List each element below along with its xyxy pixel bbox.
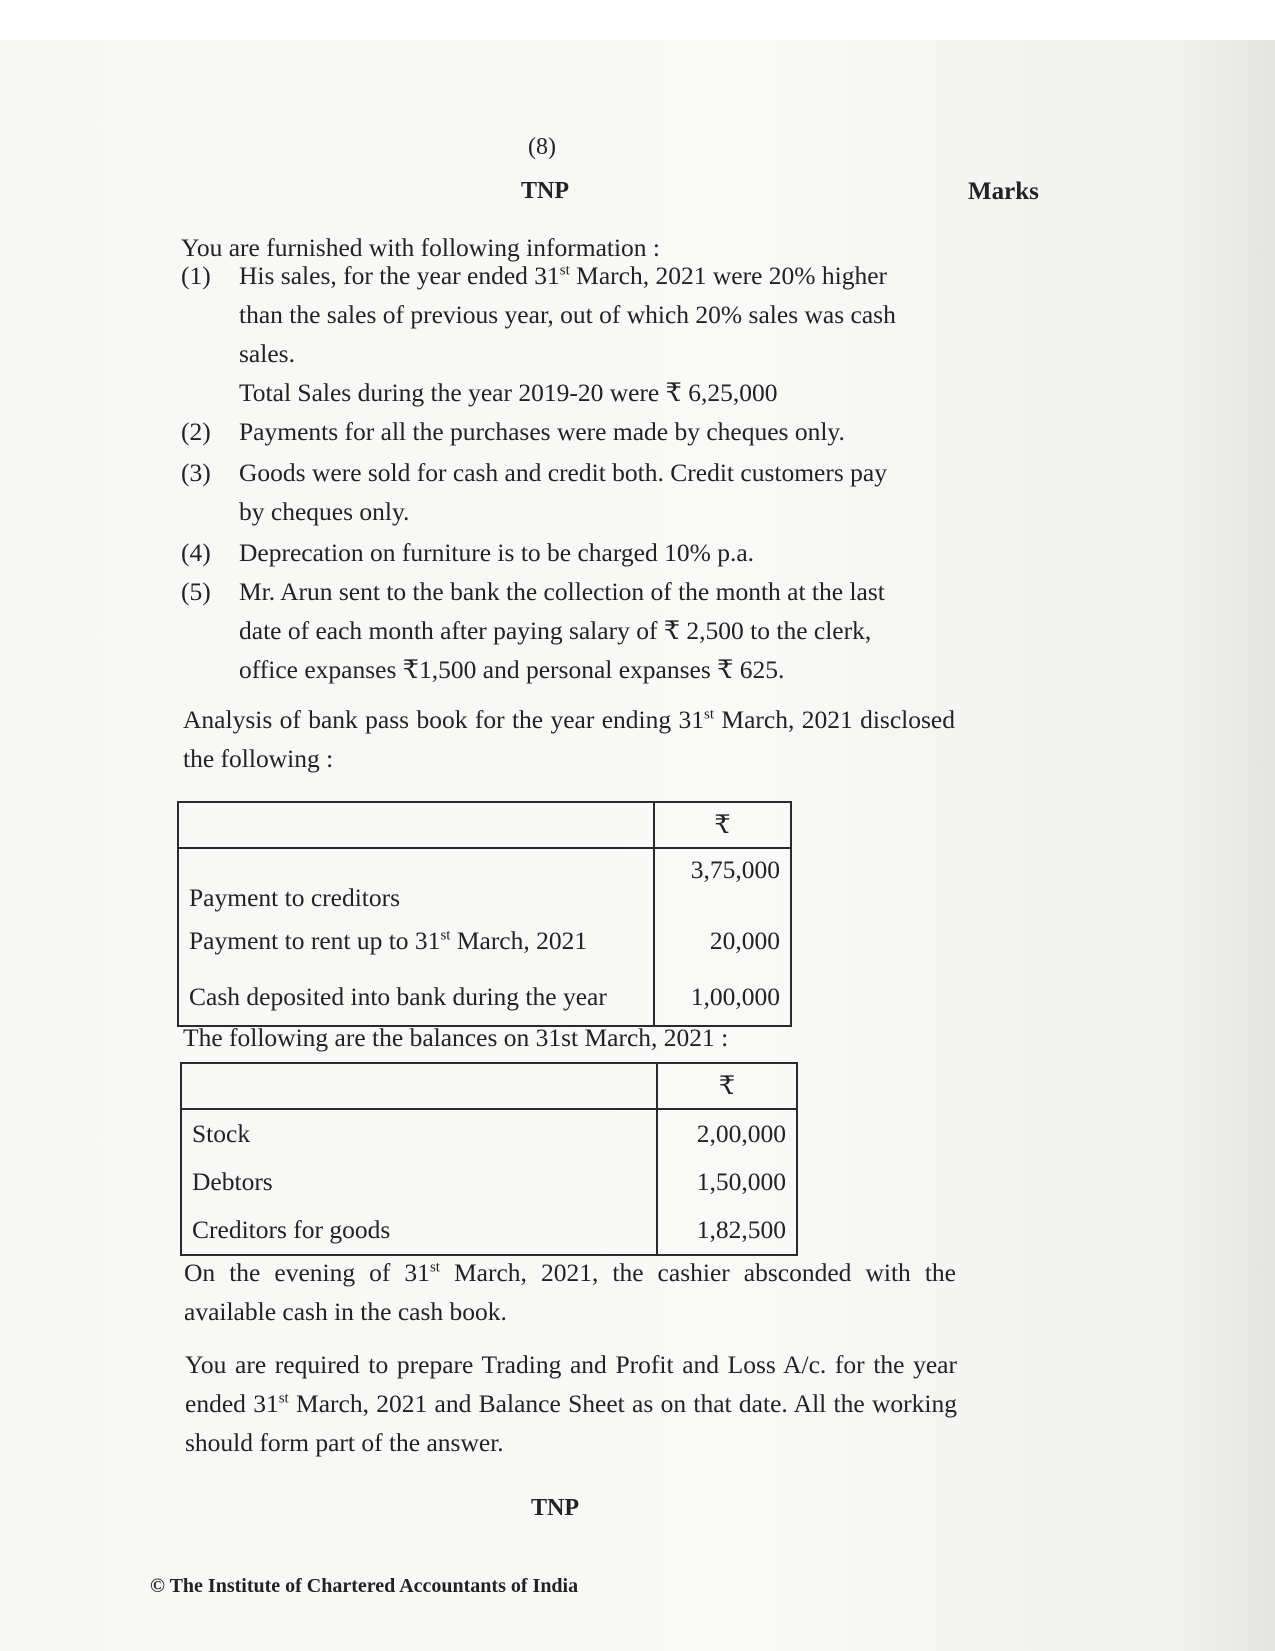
copyright-notice: © The Institute of Chartered Accountants of India xyxy=(150,1575,579,1597)
table-row xyxy=(178,913,791,969)
label-text: Cash deposited into bank during the year xyxy=(189,982,607,1011)
item-line xyxy=(239,572,885,611)
item-line xyxy=(239,611,871,650)
currency-header: ₹ xyxy=(654,802,791,848)
balances-table xyxy=(180,1062,798,1256)
item-line xyxy=(239,492,409,531)
row-label: Debtors xyxy=(181,1158,657,1206)
row-amount: 1,82,500 xyxy=(657,1206,797,1255)
row-amount: 20,000 xyxy=(654,913,791,969)
intro-text: You are furnished with following information : xyxy=(181,233,661,262)
table-row xyxy=(181,1206,797,1255)
line-part: Goods were sold for cash and credit both. Credit customers pay xyxy=(239,458,887,487)
line-part: His sales, for the year ended 31 xyxy=(239,261,560,290)
item-line xyxy=(239,650,784,689)
table-header-row xyxy=(181,1063,797,1109)
table-header-row xyxy=(178,802,791,848)
row-label: Creditors for goods xyxy=(181,1206,657,1255)
text-part: Analysis of bank pass book for the year ending 31 xyxy=(183,705,705,734)
evening-text xyxy=(184,1253,956,1331)
item-line xyxy=(239,453,887,492)
text-part: March, 2021, the cashier absconded with the available cash in the cash book. xyxy=(184,1258,956,1326)
item-number: (1) xyxy=(181,261,211,290)
superscript: st xyxy=(440,927,451,944)
item-line xyxy=(239,533,754,572)
line-part: date of each month after paying salary of ₹ 2,500 to the clerk, xyxy=(239,616,872,645)
item-line xyxy=(239,295,896,334)
row-label xyxy=(178,913,654,969)
header-cell-blank xyxy=(181,1063,657,1109)
currency-header: ₹ xyxy=(657,1063,797,1109)
text-part: March, 2021 and Balance Sheet as on that date. All the working should form part of the answer. xyxy=(185,1389,957,1457)
page-top-margin xyxy=(0,0,1275,40)
item-line xyxy=(239,373,777,412)
line-part: Mr. Arun sent to the bank the collection of the month at the last xyxy=(239,577,885,606)
row-label xyxy=(178,848,654,913)
marks-heading: Marks xyxy=(968,178,1039,205)
line-part: Payments for all the purchases were made by cheques only. xyxy=(239,417,845,446)
superscript: st xyxy=(429,1259,440,1276)
line-part: Deprecation on furniture is to be charged 10% p.a. xyxy=(239,538,755,567)
label-text: Payment to rent up to 31 xyxy=(189,926,441,955)
item-line xyxy=(239,412,845,451)
text-part: You are required to prepare Trading and Profit and Loss A/c. for the year ended 31 xyxy=(185,1350,957,1418)
item-line xyxy=(239,334,295,373)
text-part: On the evening of 31 xyxy=(184,1258,430,1287)
row-amount: 3,75,000 xyxy=(654,848,791,913)
tnp-header: TNP xyxy=(521,178,569,204)
tnp-footer: TNP xyxy=(531,1495,579,1521)
row-amount: 1,50,000 xyxy=(657,1158,797,1206)
item-number: (5) xyxy=(181,577,211,606)
superscript: st xyxy=(559,262,570,279)
row-amount: 2,00,000 xyxy=(657,1109,797,1158)
page-shadow xyxy=(1175,40,1275,1651)
item-number: (4) xyxy=(181,538,211,567)
table-row xyxy=(181,1109,797,1158)
line-part: by cheques only. xyxy=(239,497,410,526)
analysis-text xyxy=(183,700,955,778)
line-part: sales. xyxy=(239,339,295,368)
text-part: March, 2021 disclosed the following : xyxy=(183,705,955,773)
superscript: st xyxy=(278,1390,289,1407)
item-number: (3) xyxy=(181,458,211,487)
table-row xyxy=(181,1158,797,1206)
line-part: March, 2021 were 20% higher xyxy=(569,261,888,290)
superscript: st xyxy=(704,706,715,723)
page-number: (8) xyxy=(528,134,556,160)
label-text: Payment to creditors xyxy=(189,883,401,912)
item-number: (2) xyxy=(181,417,211,446)
line-part: than the sales of previous year, out of which 20% sales was cash xyxy=(239,300,896,329)
balances-title: The following are the balances on 31st March, 2021 : xyxy=(183,1023,729,1052)
label-text: March, 2021 xyxy=(450,926,588,955)
line-part: Total Sales during the year 2019-20 were ₹ 6,25,000 xyxy=(239,378,778,407)
line-part: office expanses ₹1,500 and personal expanses ₹ 625. xyxy=(239,655,785,684)
row-label: Stock xyxy=(181,1109,657,1158)
header-cell-blank xyxy=(178,802,654,848)
table-row xyxy=(178,848,791,913)
pass-book-table xyxy=(177,801,792,1027)
row-amount: 1,00,000 xyxy=(654,969,791,1026)
item-line xyxy=(239,256,887,295)
requirement-text xyxy=(185,1345,957,1462)
